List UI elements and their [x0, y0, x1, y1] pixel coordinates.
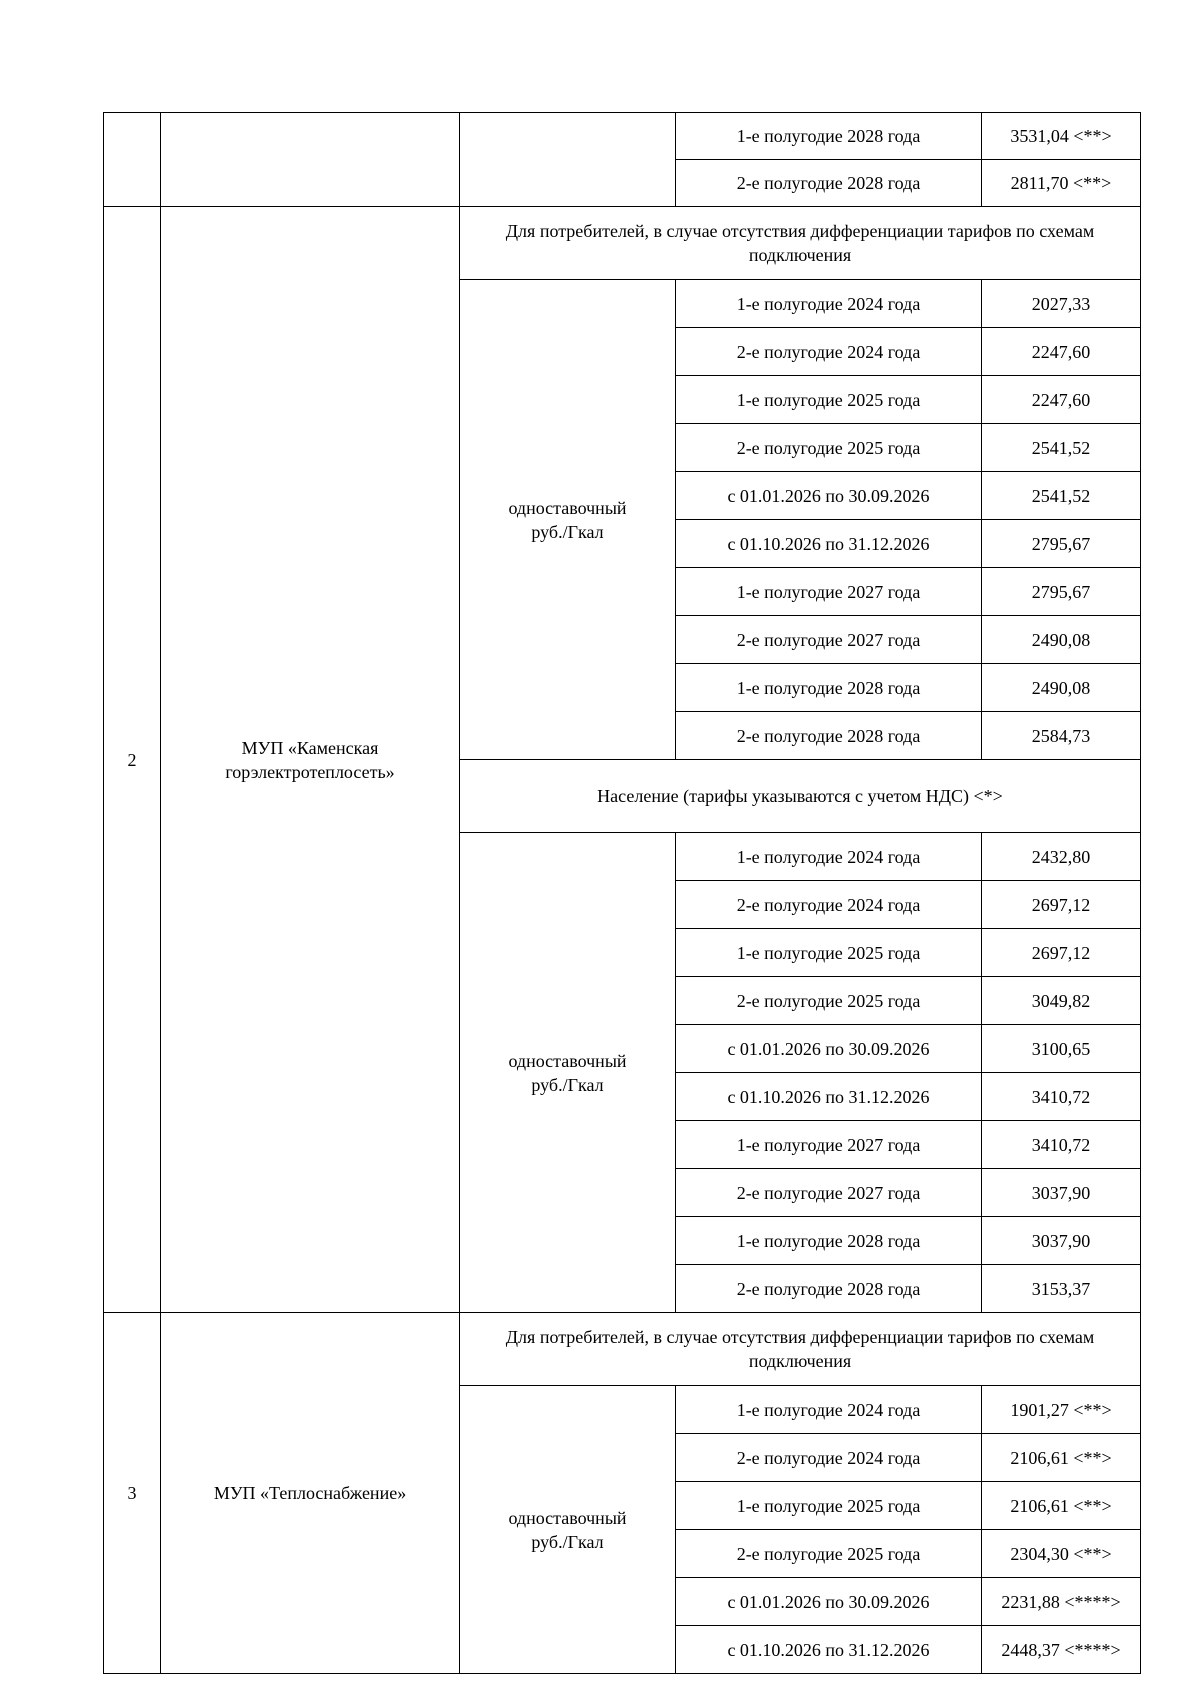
period-cell: 1-е полугодие 2025 года: [676, 1482, 982, 1530]
tariff-value-cell: 2795,67: [982, 520, 1141, 568]
tariff-value-cell: 3410,72: [982, 1073, 1141, 1121]
period-cell: 1-е полугодие 2025 года: [676, 929, 982, 977]
period-cell: 1-е полугодие 2028 года: [676, 1217, 982, 1265]
period-cell: 2-е полугодие 2028 года: [676, 160, 982, 207]
period-cell: с 01.10.2026 по 31.12.2026: [676, 1073, 982, 1121]
period-cell: 1-е полугодие 2027 года: [676, 568, 982, 616]
period-cell: 2-е полугодие 2024 года: [676, 881, 982, 929]
tariff-table: [103, 112, 1141, 1674]
tariff-value-cell: 2106,61 <**>: [982, 1434, 1141, 1482]
tariff-type-cell: одноставочный руб./Гкал: [460, 833, 676, 1313]
period-cell: 1-е полугодие 2024 года: [676, 833, 982, 881]
tariff-value-cell: 3037,90: [982, 1217, 1141, 1265]
tariff-value-cell: 2490,08: [982, 664, 1141, 712]
period-cell: 2-е полугодие 2024 года: [676, 1434, 982, 1482]
tariff-value-cell: 2795,67: [982, 568, 1141, 616]
period-cell: 2-е полугодие 2025 года: [676, 1530, 982, 1578]
row-number-cell: [104, 113, 161, 207]
tariff-value-cell: 2106,61 <**>: [982, 1482, 1141, 1530]
organization-name-cell: МУП «Теплоснабжение»: [161, 1313, 460, 1674]
period-cell: 1-е полугодие 2028 года: [676, 664, 982, 712]
tariff-type-cell: одноставочный руб./Гкал: [460, 1386, 676, 1674]
tariff-value-cell: 3049,82: [982, 977, 1141, 1025]
period-cell: 2-е полугодие 2025 года: [676, 424, 982, 472]
tariff-value-cell: 2811,70 <**>: [982, 160, 1141, 207]
tariff-value-cell: 3153,37: [982, 1265, 1141, 1313]
tariff-table-body: [104, 113, 1141, 1674]
period-cell: с 01.10.2026 по 31.12.2026: [676, 1626, 982, 1674]
organization-name-cell: МУП «Каменская горэлектротеплосеть»: [161, 207, 460, 1313]
group-header-cell: Для потребителей, в случае отсутствия дифференциации тарифов по схемам подключения: [460, 1313, 1141, 1386]
period-cell: 1-е полугодие 2024 года: [676, 1386, 982, 1434]
period-cell: 1-е полугодие 2027 года: [676, 1121, 982, 1169]
tariff-type-cell: [460, 113, 676, 207]
period-cell: 2-е полугодие 2027 года: [676, 1169, 982, 1217]
row-number-cell: 2: [104, 207, 161, 1313]
tariff-value-cell: 2490,08: [982, 616, 1141, 664]
tariff-type-cell: одноставочный руб./Гкал: [460, 280, 676, 760]
row-number-cell: 3: [104, 1313, 161, 1674]
period-cell: с 01.01.2026 по 30.09.2026: [676, 1025, 982, 1073]
tariff-value-cell: 2247,60: [982, 328, 1141, 376]
period-cell: 1-е полугодие 2025 года: [676, 376, 982, 424]
tariff-value-cell: 3531,04 <**>: [982, 113, 1141, 160]
tariff-value-cell: 2247,60: [982, 376, 1141, 424]
period-cell: с 01.10.2026 по 31.12.2026: [676, 520, 982, 568]
organization-cell: [161, 113, 460, 207]
tariff-value-cell: 3100,65: [982, 1025, 1141, 1073]
tariff-value-cell: 2541,52: [982, 472, 1141, 520]
group-header-row: [104, 207, 1141, 280]
period-cell: 2-е полугодие 2027 года: [676, 616, 982, 664]
tariff-value-cell: 2541,52: [982, 424, 1141, 472]
period-cell: с 01.01.2026 по 30.09.2026: [676, 1578, 982, 1626]
group-header-row: [104, 1313, 1141, 1386]
tariff-value-cell: 2697,12: [982, 929, 1141, 977]
tariff-value-cell: 2231,88 <****>: [982, 1578, 1141, 1626]
period-cell: 1-е полугодие 2024 года: [676, 280, 982, 328]
tariff-value-cell: 2304,30 <**>: [982, 1530, 1141, 1578]
group-header-cell: Для потребителей, в случае отсутствия дифференциации тарифов по схемам подключения: [460, 207, 1141, 280]
tariff-value-cell: 2448,37 <****>: [982, 1626, 1141, 1674]
table-row: [104, 113, 1141, 160]
tariff-value-cell: 3037,90: [982, 1169, 1141, 1217]
tariff-value-cell: 2432,80: [982, 833, 1141, 881]
tariff-value-cell: 1901,27 <**>: [982, 1386, 1141, 1434]
period-cell: 2-е полугодие 2028 года: [676, 712, 982, 760]
period-cell: 1-е полугодие 2028 года: [676, 113, 982, 160]
period-cell: 2-е полугодие 2028 года: [676, 1265, 982, 1313]
tariff-value-cell: 2697,12: [982, 881, 1141, 929]
tariff-value-cell: 3410,72: [982, 1121, 1141, 1169]
period-cell: 2-е полугодие 2025 года: [676, 977, 982, 1025]
tariff-value-cell: 2027,33: [982, 280, 1141, 328]
period-cell: 2-е полугодие 2024 года: [676, 328, 982, 376]
group-header-cell: Население (тарифы указываются с учетом НДС) <*>: [460, 760, 1141, 833]
tariff-value-cell: 2584,73: [982, 712, 1141, 760]
period-cell: с 01.01.2026 по 30.09.2026: [676, 472, 982, 520]
